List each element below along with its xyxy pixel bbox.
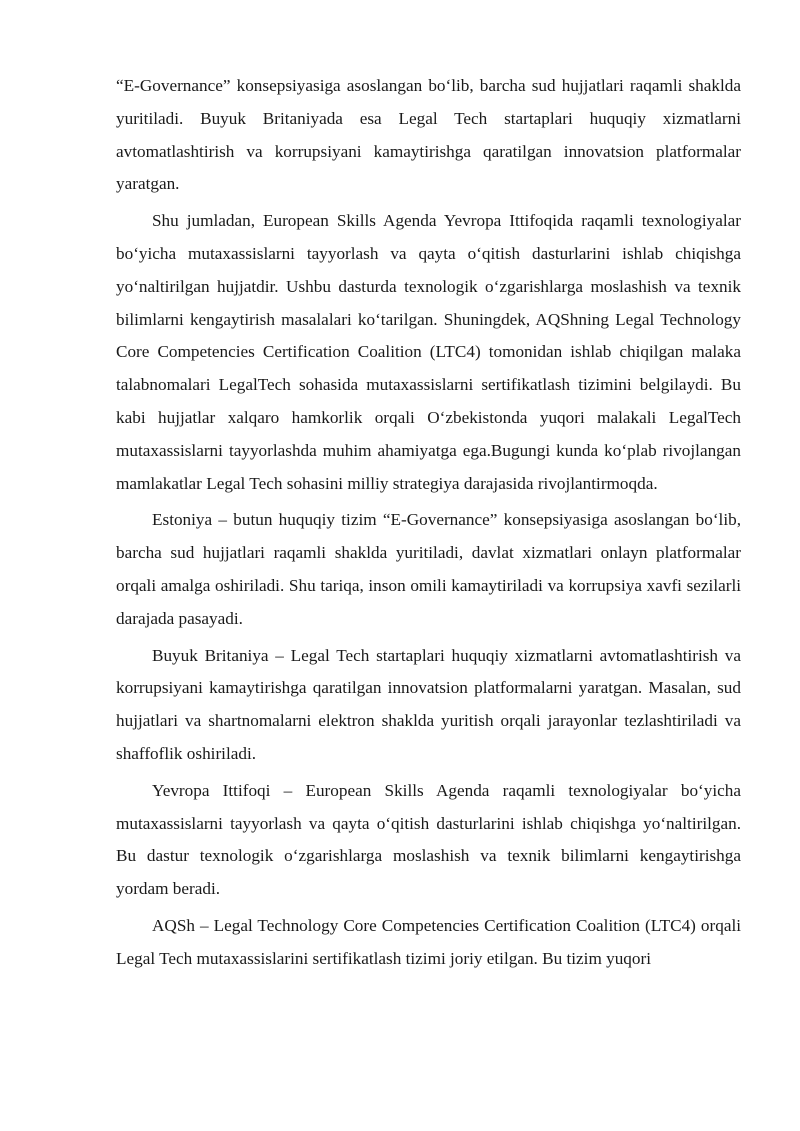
paragraph-buyuk-britaniya: Buyuk Britaniya – Legal Tech startaplari huquqiy xizmatlarni avtomatlashtirish va korrupsiyani kamaytirishga qaratilgan innovatsion platformalarni yaratgan. Masalan, sud hujjatlari va shartnomalarni elektron shaklda yuritish orqali jarayonlar tezlashtiriladi va shaffoflik oshiriladi. [116, 645, 741, 763]
paragraph-estoniya: Estoniya – butun huquqiy tizim “E-Governance” konsepsiyasiga asoslangan bo‘lib, barcha sud hujjatlari raqamli shaklda yuritiladi, davlat xizmatlari onlayn platformalar orqali amalga oshiriladi. Shu tariqa, inson omili kamaytiriladi va korrupsiya xavfi sezilarli darajada pasayadi. [116, 510, 741, 628]
paragraph-continuation: “E-Governance” konsepsiyasiga asoslangan bo‘lib, barcha sud hujjatlari raqamli shaklda yuritiladi. Buyuk Britaniyada esa Legal Tech startaplari huquqiy xizmatlarni avtomatlashtirish va korrupsiyani kamaytirishga qaratilgan innovatsion platformalar yaratgan. [116, 76, 741, 194]
paragraph-european-skills-agenda: Shu jumladan, European Skills Agenda Yevropa Ittifoqida raqamli texnologiyalar bo‘yicha mutaxassislarni tayyorlash va qayta o‘qitish dasturlarini ishlab chiqishga yo‘naltirilgan hujjatdir. Ushbu dasturda texnologik o‘zgarishlarga moslashish va texnik bilimlarni kengaytirish masalalari ko‘tarilgan. Shuningdek, AQShning Legal Technology Core Competencies Certification Coalition (LTC4) tomonidan ishlab chiqilgan malaka talabnomalari LegalTech sohasida mutaxassislarni sertifikatlash tizimini belgilaydi. Bu kabi hujjatlar xalqaro hamkorlik orqali O‘zbekistonda yuqori malakali LegalTech mutaxassislarni tayyorlashda muhim ahamiyatga ega.Bugungi kunda ko‘plab rivojlangan mamlakatlar Legal Tech sohasini milliy strategiya darajasida rivojlantirmoqda. [116, 211, 741, 493]
paragraph-aqsh: AQSh – Legal Technology Core Competencies Certification Coalition (LTC4) orqali Legal Tech mutaxassislarini sertifikatlash tizimi joriy etilgan. Bu tizim yuqori [116, 915, 741, 968]
paragraph-yevropa-ittifoqi: Yevropa Ittifoqi – European Skills Agenda raqamli texnologiyalar bo‘yicha mutaxassislarni tayyorlash va qayta o‘qitish dasturlarini ishlab chiqishga yo‘naltirilgan. Bu dastur texnologik o‘zgarishlarga moslashish va texnik bilimlarni kengaytirishga yordam beradi. [116, 780, 741, 899]
document-body [116, 70, 741, 980]
